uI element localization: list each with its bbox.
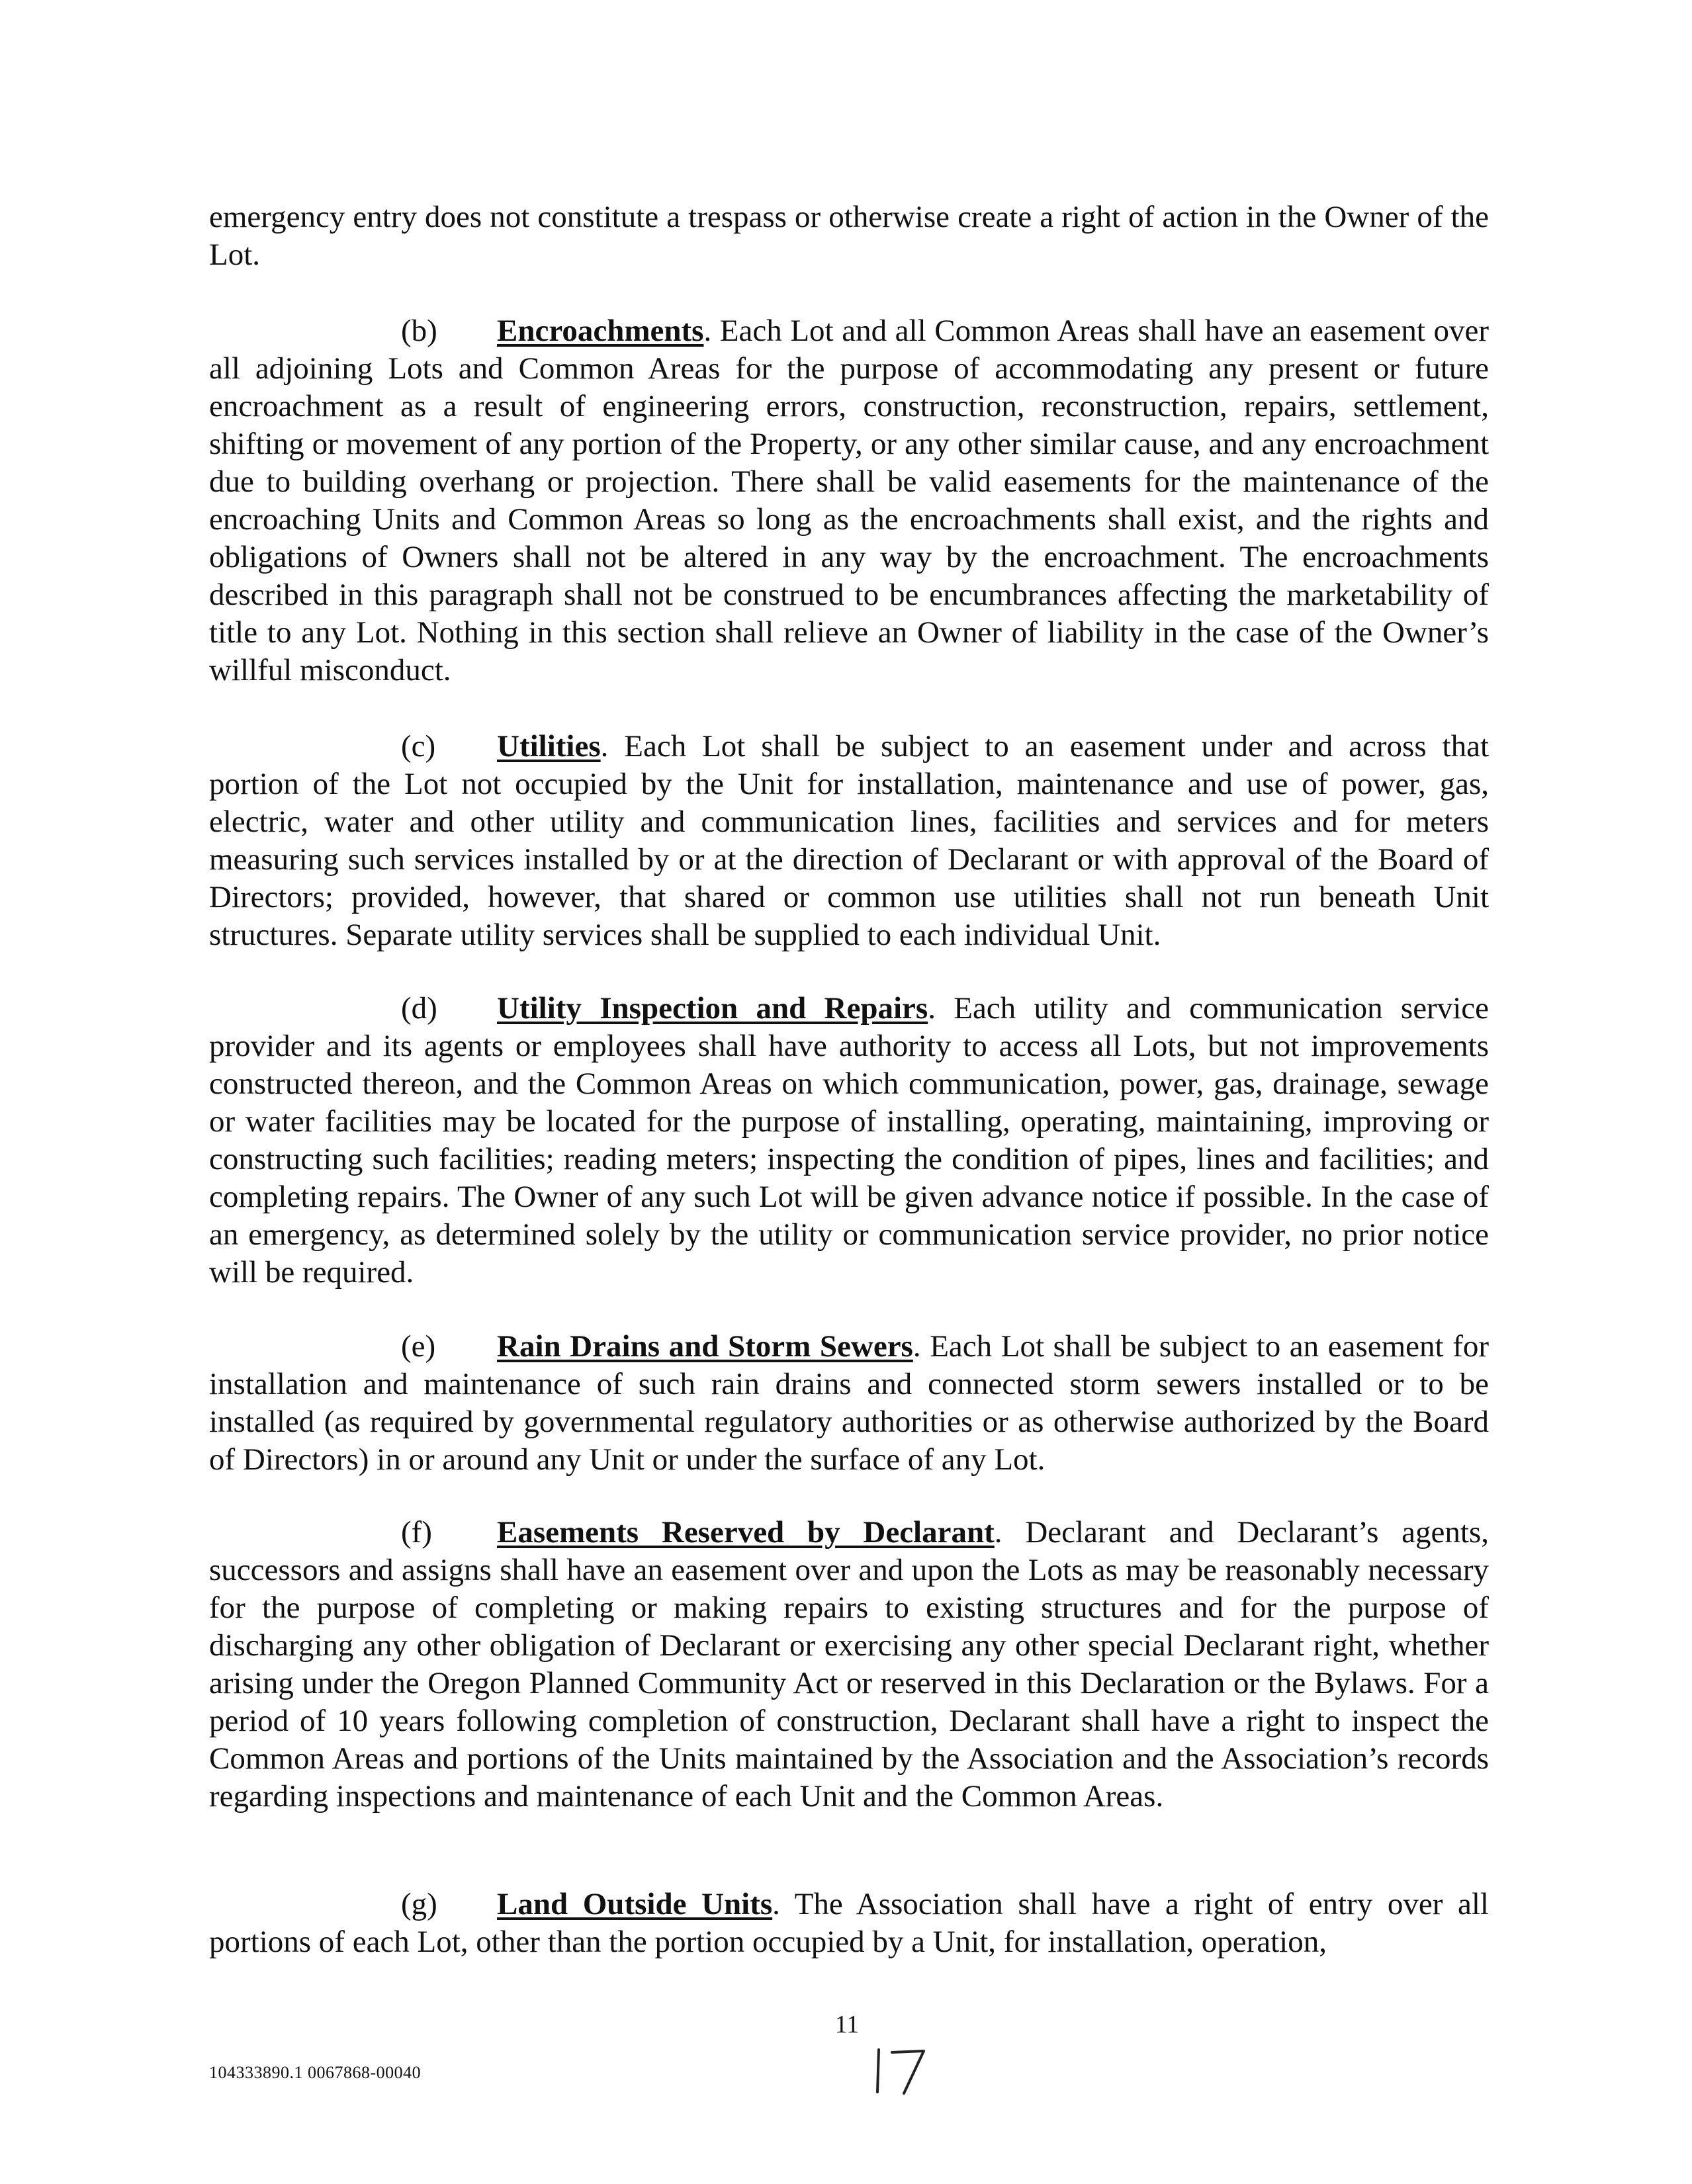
section-body: . Declarant and Declarant’s agents, successors and assigns shall have an easement over and upon the Lots as may be reasonably necessary for the purpose of completing or making repairs to existing structures and for the purpose of discharging any other obligation of Declarant or exercising any other special Declarant right, whether arising under the Oregon Planned Community Act or reserved in this Declaration or the Bylaws. For a period of 10 years following completion of construction, Declarant shall have a right to inspect the Common Areas and portions of the Units maintained by the Association and the Association’s records regarding inspections and maintenance of each Unit and the Common Areas.	[209, 1515, 1490, 1813]
section-heading: Land Outside Units	[497, 1887, 773, 1921]
intro-paragraph: emergency entry does not constitute a trespass or otherwise create a right of action in the Owner of the Lot.	[209, 200, 1489, 272]
section-c-paragraph	[209, 728, 1489, 954]
section-b-paragraph	[209, 312, 1489, 689]
section-label: (b)	[401, 314, 437, 348]
section-d-paragraph	[209, 990, 1489, 1291]
section-label: (d)	[401, 991, 437, 1026]
section-f-paragraph	[209, 1514, 1489, 1815]
section-label: (f)	[401, 1515, 432, 1550]
section-body: . Each Lot shall be subject to an easement under and across that portion of the Lot not occupied by the Unit for installation, maintenance and use of power, gas, electric, water and other utility and communication lines, facilities and services and for meters measuring such services installed by or at the direction of Declarant or with approval of the Board of Directors; provided, however, that shared or common use utilities shall not run beneath Unit structures. Separate utility services shall be supplied to each individual Unit.	[209, 729, 1489, 952]
section-label: (g)	[401, 1887, 437, 1921]
section-heading: Utilities	[497, 729, 601, 764]
section-heading: Easements Reserved by Declarant	[497, 1515, 995, 1550]
section-label: (c)	[401, 729, 436, 764]
section-heading: Utility Inspection and Repairs	[497, 991, 928, 1026]
section-body: . Each Lot shall be subject to an easement for installation and maintenance of such rain drains and connected storm sewers installed or to be installed (as required by governmental regulatory authorities or as otherwise authorized by the Board of Directors) in or around any Unit or under the surface of any Lot.	[209, 1329, 1490, 1477]
handwritten-page-number	[872, 2044, 932, 2097]
section-g-paragraph	[209, 1886, 1489, 1961]
section-heading: Encroachments	[497, 314, 704, 348]
section-body: . Each utility and communication service provider and its agents or employees shall have authority to access all Lots, but not improvements constructed thereon, and the Common Areas on which communication, power, gas, drainage, sewage or water facilities may be located for the purpose of installing, operating, maintaining, improving or constructing such facilities; reading meters; inspecting the condition of pipes, lines and facilities; and completing repairs. The Owner of any such Lot will be given advance notice if possible. In the case of an emergency, as determined solely by the utility or communication service provider, no prior notice will be required.	[209, 991, 1489, 1289]
section-label: (e)	[401, 1329, 436, 1364]
section-body: . Each Lot and all Common Areas shall have an easement over all adjoining Lots and Common Areas for the purpose of accommodating any present or future encroachment as a result of engineering errors, construction, reconstruction, repairs, settlement, shifting or movement of any portion of the Property, or any other similar cause, and any encroachment due to building overhang or projection. There shall be valid easements for the maintenance of the encroaching Units and Common Areas so long as the encroachments shall exist, and the rights and obligations of Owners shall not be altered in any way by the encroachment. The encroachments described in this paragraph shall not be construed to be encumbrances affecting the marketability of title to any Lot. Nothing in this section shall relieve an Owner of liability in the case of the Owner’s willful misconduct.	[209, 314, 1489, 687]
section-body: . The Association shall have a right of entry over all portions of each Lot, other than the portion occupied by a Unit, for installation, operation,	[209, 1887, 1489, 1959]
section-heading: Rain Drains and Storm Sewers	[497, 1329, 913, 1364]
page-number: 11	[834, 2011, 860, 2038]
document-id: 104333890.1 0067868-00040	[209, 2063, 422, 2082]
section-e-paragraph	[209, 1328, 1489, 1479]
